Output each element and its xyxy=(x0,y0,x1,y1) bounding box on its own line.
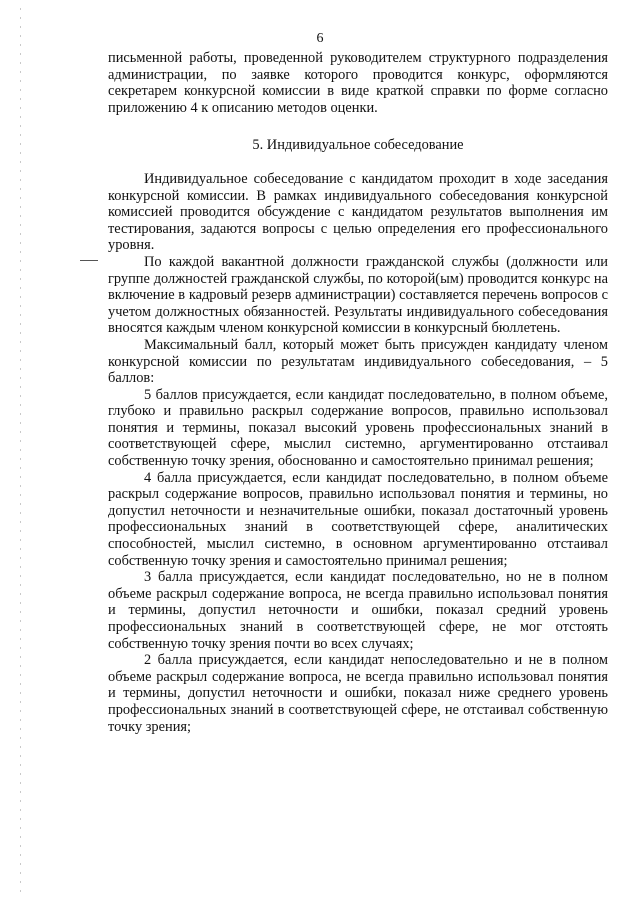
page-number: 6 xyxy=(316,31,324,46)
paragraph-score-2: 2 балла присуждается, если кандидат непоследовательно и не в полном объеме раскрыл содержание вопроса, не всегда правильно использовал понятия и термины, допустил неточности и ошибки, показал ниже среднего уровень профессиональных знаний в соответствующей сфере, не отстаивал собственную точку зрения; xyxy=(108,652,608,735)
section-heading: 5. Индивидуальное собеседование xyxy=(252,137,464,154)
margin-mark xyxy=(80,260,98,261)
continuation-paragraph: письменной работы, проведенной руководителем структурного подразделения администрации, по заявке которого проводится конкурс, оформляются секретарем конкурсной комиссии в виде краткой справки по форме согласно приложению 4 к описанию методов оценки. xyxy=(108,50,608,116)
paragraph-max-score: Максимальный балл, который может быть присужден кандидату членом конкурсной комиссии по результатам индивидуального собеседования, – 5 баллов: xyxy=(108,336,608,387)
paragraph-question-list: По каждой вакантной должности гражданской службы (должности или группе должностей гражданской службы, по которой(ым) проводится конкурс на включение в кадровый резерв администрации) составляется перечень вопросов с учетом должностных обязанностей. Результаты индивидуального собеседования вносятся каждым членом конкурсной комиссии в конкурсный бюллетень. xyxy=(108,253,608,337)
paragraph-score-5: 5 баллов присуждается, если кандидат последовательно, в полном объеме, глубоко и правильно раскрыл содержание вопросов, правильно использовал понятия и термины, показал высокий уровень профессиональных знаний в соответствующей сфере, мыслил системно, аргументированно отстаивал собственную точку зрения, обоснованно и самостоятельно принимал решения; xyxy=(108,386,608,470)
paragraph-interview-intro: Индивидуальное собеседование с кандидатом проходит в ходе заседания конкурсной комиссии. В рамках индивидуального собеседования конкурсной комиссией проводится обсуждение с кандидатом результатов выполнения им тестирования, задаются вопросы с целью определения его профессионального уровня. xyxy=(108,170,608,254)
paragraph-score-3: 3 балла присуждается, если кандидат последовательно, но не в полном объеме раскрыл содержание вопроса, не всегда правильно использовал понятия и термины, допустил неточности и ошибки, показал средний уровень профессиональных знаний в соответствующей сфере, не мог отстоять собственную точку зрения почти во всех случаях; xyxy=(108,569,608,652)
scan-edge-marks xyxy=(20,8,21,897)
paragraph-score-4: 4 балла присуждается, если кандидат последовательно, в полном объеме раскрыл содержание вопросов, правильно использовал понятия и термины, но допустил неточности и незначительные ошибки, показал достаточный уровень профессиональных знаний в соответствующей сфере, аналитических способностей, мыслил системно, в основном аргументированно отстаивал собственную точку зрения и самостоятельно принимал решения; xyxy=(108,469,608,569)
document-body xyxy=(108,50,608,735)
